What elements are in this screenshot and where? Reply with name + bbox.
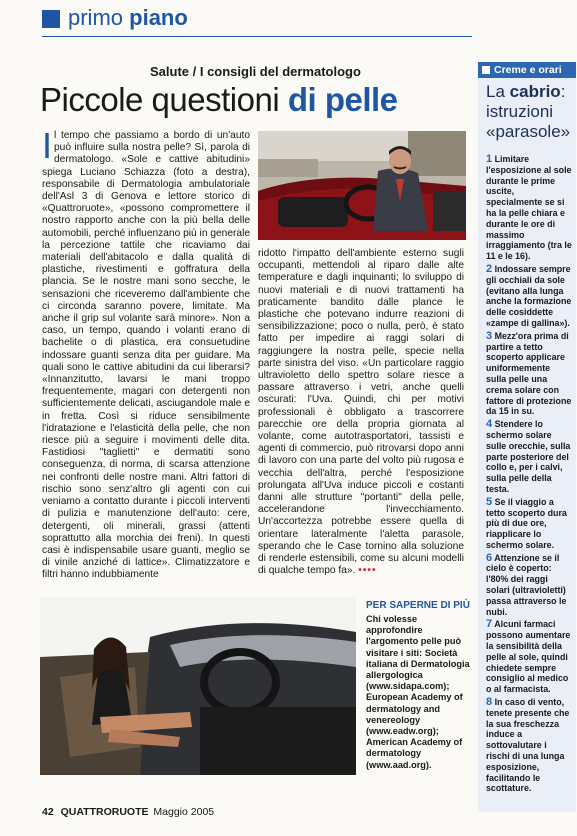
tip-text: Se il viaggio a tetto scoperto dura più di due ore, riapplicare lo schermo solare.	[486, 496, 567, 550]
article-column-1	[42, 125, 250, 582]
photo-woman-in-convertible-illustration	[40, 597, 356, 775]
info-box-further-reading	[366, 600, 470, 771]
article-headline: Piccole questioni di pelle	[40, 81, 398, 118]
tip-text: Stendere lo schermo solare sulle orecchie, sulla parte posteriore del collo e, per i calvi, sulla pelle della testa.	[486, 419, 571, 494]
column-1-text: l tempo che passiamo a bordo di un'auto può influire sulla nostra pelle? Sì, parola di dermatologo. «Sole e cattive abitudini» spiega Luciano Schiazza (foto a destra), responsabile di Dermatologia ambulatoriale dell'Asl 3 di Genova e lettore storico di «Quattroruote», «possono compromettere il nostro rapporto anche con la più bella delle automobili, perché influenzano più in generale la percezione tattile che ricaviamo dai materiali dell'abitacolo e dalla qualità di plastiche, rivestimenti e goffratura della plancia. Se le nostre mani sono secche, le sensazioni che riceveremo dall'ambiente che ci circonda saranno povere, limitate. Ma anche il grip sul volante sarà minore». Non a caso, un tempo, quando i volanti erano di bachelite o di plastica, era consuetudine indossare guanti senza dita per guidare. Ma quali sono le cattive abitudini da cui liberarsi? «Innanzitutto, lavarsi le mani troppo frequentemente, magari con detergenti non sufficientemente delicati, asciugandole male e in fretta. Così si riduce sensibilmente l'idratazione e l'elasticità della pelle, che non riesce più a seguire i movimenti delle dita. Fastidiosi "taglietti" e dermatiti sono conseguenza, di norma, di scarsa attenzione nei confronti delle nostre mani. Altri fattori di rischio sono senz'altro gli agenti con cui veniamo a contatto durante i piccoli interventi di pulizia e manutenzione dell'auto: cere, detergenti, oli minerali, grassi (attenti soprattutto alla morchia dei freni). In questi casi è indispensabile usare guanti, meglio se di vinile anziché di lattice». Climatizzatore e filtri hanno indubbiamente	[42, 130, 250, 581]
tip-text: In caso di vento, tenete presente che la sua freschezza induce a sottovalutare i rischi di una lunga esposizione, facilitando le scottature.	[486, 697, 570, 794]
tip-item	[486, 419, 572, 495]
tip-item	[486, 497, 572, 551]
tip-number: 2	[486, 262, 493, 275]
sidebar-tips-list	[486, 154, 572, 796]
tip-text: Alcuni farmaci possono aumentare la sensibilità della pelle al sole, quindi chiedete sempre consiglio al medico o al farmacista.	[486, 619, 571, 695]
sidebar-tips	[478, 62, 576, 812]
tip-item	[486, 553, 572, 618]
tip-text: Limitare l'esposizione al sole durante le prime uscite, specialmente se si ha la pelle chiara e durante le ore di massimo irraggiamento (tra le 11 e le 16).	[486, 154, 572, 262]
tip-number: 3	[486, 329, 493, 342]
sidebar-band-label: Creme e orari	[494, 64, 562, 76]
tip-item	[486, 264, 572, 329]
sidebar-title: La cabrio: istruzioni «parasole»	[486, 82, 571, 141]
section-square-icon	[42, 10, 60, 28]
tip-text: Indossare sempre gli occhiali da sole (evitano alla lunga anche la formazione delle cosiddette «zampe di gallina»).	[486, 263, 572, 328]
tip-number: 4	[486, 418, 493, 431]
article-kicker: Salute / I consigli del dermatologo	[150, 64, 361, 79]
sidebar-band	[478, 62, 576, 78]
info-box-text: Chi volesse approfondire l'argomento pelle può visitare i siti: Società italiana di Dermatologia allergologica (www.sidapa.com); European Academy of dermatology and venereology (www.eadw.org); American Academy of dermatology (www.aad.org).	[366, 614, 470, 770]
tip-item	[486, 331, 572, 417]
tip-number: 8	[486, 696, 493, 709]
header-rule	[42, 36, 472, 37]
section-title: primo piano	[68, 5, 188, 30]
tip-item	[486, 697, 572, 794]
tip-item	[486, 154, 572, 262]
end-of-article-mark: ••••	[358, 565, 377, 577]
tip-text: Attenzione se il cielo è coperto: l'80% dei raggi solari (ultravioletti) passa attraverso le nubi.	[486, 552, 567, 617]
photo-dermatologist-in-car-illustration	[258, 131, 466, 240]
tip-text: Mezz'ora prima di partire a tetto scoperto applicare uniformemente sulla pelle una crema solare con fattore di protezione da 15 in su.	[486, 330, 572, 417]
photo-woman-in-convertible	[40, 597, 356, 775]
tip-number: 7	[486, 618, 493, 631]
tip-number: 6	[486, 551, 493, 564]
tip-item	[486, 619, 572, 695]
section-header	[0, 6, 470, 32]
page-footer	[42, 806, 214, 818]
sidebar-square-icon	[482, 66, 490, 74]
page-number: 42	[42, 806, 54, 818]
tip-number: 5	[486, 495, 493, 508]
info-box-title: PER SAPERNE DI PIÙ	[366, 600, 470, 611]
drop-cap: I	[42, 125, 53, 166]
article-column-2	[258, 248, 464, 577]
issue-date: Maggio 2005	[153, 806, 215, 818]
magazine-name: QUATTRORUOTE	[60, 806, 149, 818]
column-2-text: ridotto l'impatto dell'ambiente esterno sugli occupanti, mettendoli al riparo dalle alte temperature e dagli inquinanti; lo sviluppo di nuovi materiali e di nuovi trattamenti ha praticamente bandito dalle plance le plastiche che potevano indurre reazioni di sensibilizzazione; poco o nulla, però, è stato fatto per impedire ai raggi solari di raggiungere la nostra pelle, specie nella parte sinistra del viso. «Un particolare raggio ultravioletto dello spettro solare riesce a passare attraverso i vetri, anche quelli oscurati: l'Uva. Quindi, chi per motivi professionali è obbligato a trascorrere parecchie ore della propria giornata al volante, come autotrasportatori, tassisti e agenti di commercio, può ritrovarsi dopo anni di lavoro con una parte del volto più rugosa e vecchia dell'altra, perché l'esposizione prolungata all'Uva induce piccoli e costanti danni alle strutture "portanti" della pelle, accelerandone l'invecchiamento. Un'accortezza potrebbe essere quella di orientare lateralmente l'aletta parasole, sperando che le Case tornino alla soluzione di renderle estensibili, come su alcuni modelli di qualche tempo fa».	[258, 248, 464, 577]
tip-number: 1	[486, 153, 493, 165]
photo-dermatologist-in-car	[258, 131, 466, 240]
